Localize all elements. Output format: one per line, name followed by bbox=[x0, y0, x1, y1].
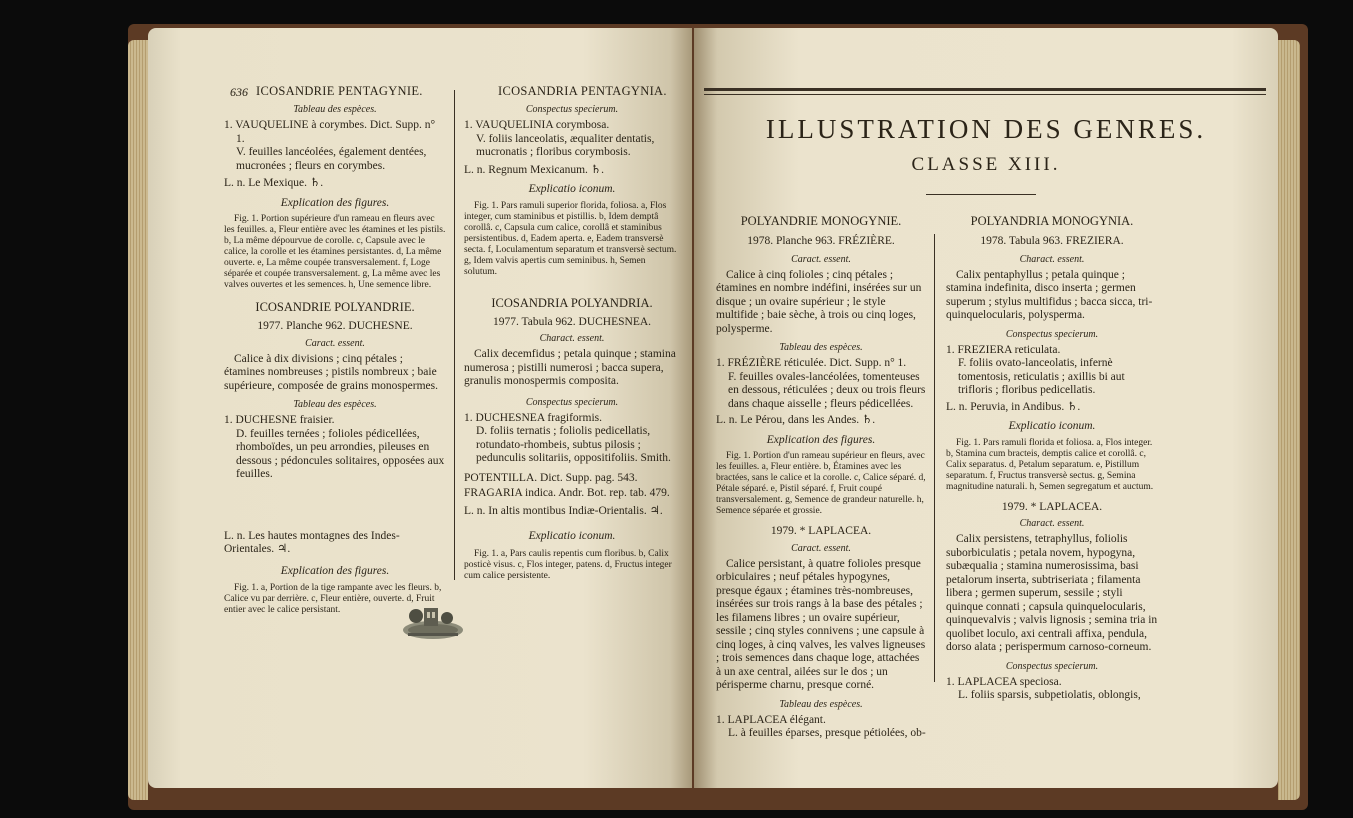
species-freziere: 1. FRÉZIÈRE réticulée. Dict. Supp. n° 1. F. feuilles ovales-lancéolées, tomenteuses en dessous, réticulées ; deux ou trois fleurs dans chaque aisselle ; fleurs pédicellées. bbox=[716, 357, 926, 410]
figure-caption-la-2: Fig. 1. a, Pars caulis repentis cum floribus. b, Calix posticè visus. c, Flos integer, patens. d, Fructus integer cum calice persistente. bbox=[464, 548, 672, 581]
vignette-illustration bbox=[402, 600, 464, 640]
species-vauqueline: 1. VAUQUELINE à corymbes. Dict. Supp. n° 1. V. feuilles lancéolées, également dentées, mucronées ; fleurs en corymbes. bbox=[224, 119, 436, 172]
caract-text-fr-2: Calice persistant, à quatre folioles presque orbiculaires ; neuf pétales hypogynes, presque égaux ; étamines très-nombreuses, insérées sur trois rangs à la base des pétales ; les filamens libres ; un ovaire supérieur, sessile ; cinq styles connivens ; une capsule à cinq loges, à cinq valves, les valves ligneuses ; trois semences dans chaque loge, attachées à un axe central, ailées sur le dos ; un périsperme charnu, presque corné. bbox=[716, 557, 926, 691]
conspectus-heading: Conspectus specierum. bbox=[525, 104, 619, 115]
charact-heading: Charact. essent. bbox=[539, 333, 605, 344]
caract-heading: Caract. essent. bbox=[305, 337, 365, 349]
right-page-edges bbox=[1278, 40, 1300, 800]
species-vauquelinia: 1. VAUQUELINIA corymbosa. V. foliis lanceolatis, æqualiter dentatis, mucronatis ; floribus corymbosis. bbox=[464, 119, 655, 158]
charact-text-right: Calix pentaphyllus ; petala quinque ; stamina indefinita, disco inserta ; germen superum ; stylus multifidus ; bacca sicca, tri-quinquelocularis, polysperma. bbox=[946, 268, 1153, 321]
tabula-heading-right: 1978. Tabula 963. FREZIERA. bbox=[980, 235, 1124, 247]
explication-heading-fr: Explication des figures. bbox=[766, 433, 876, 446]
planche-heading: 1977. Planche 962. DUCHESNE. bbox=[257, 320, 413, 332]
conspectus-heading-right-2: Conspectus specierum. bbox=[1005, 660, 1099, 672]
caract-text: Calice à dix divisions ; cinq pétales ; étamines nombreuses ; pistils nombreux ; baie supérieure, composée de grains monospermes. bbox=[224, 352, 438, 392]
conspectus-heading-2: Conspectus specierum. bbox=[525, 396, 619, 408]
explicatio-heading-2: Explicatio iconum. bbox=[528, 530, 616, 542]
charact-heading-right: Charact. essent. bbox=[1019, 253, 1085, 265]
caract-text-fr: Calice à cinq folioles ; cinq pétales ; étamines en nombre indéfini, insérées sur un disque ; un ovaire supérieur ; le style multifide ; baie sèche, à trois ou cinq loges, polysperme. bbox=[716, 268, 922, 335]
explication-heading-2: Explication des figures. bbox=[280, 564, 390, 577]
section-heading: ICOSANDRIE POLYANDRIE. bbox=[255, 300, 415, 314]
species-location-2: L. n. Les hautes montagnes des Indes-Orientales. ♃. bbox=[224, 529, 400, 555]
left-fr-column bbox=[224, 104, 446, 616]
species-location-fr: L. n. Le Pérou, dans les Andes. ♄. bbox=[716, 414, 876, 426]
species-duchesnea: 1. DUCHESNEA fragiformis. D. foliis ternatis ; foliolis pedicellatis, rotundato-rhombeis, subtus pilosis ; pedunculis solitariis, oppositifoliis. Smith. bbox=[464, 411, 671, 464]
planche-heading-fr: 1978. Planche 963. FRÉZIÈRE. bbox=[747, 235, 895, 247]
right-la-column bbox=[946, 214, 1158, 703]
right-page bbox=[694, 28, 1278, 788]
top-rule bbox=[704, 88, 1266, 91]
caract-heading-fr-2: Caract. essent. bbox=[791, 542, 851, 554]
top-rule-thin bbox=[704, 94, 1266, 95]
figure-caption-fr: Fig. 1. Portion d'un rameau supérieur en fleurs, avec les feuilles. a, Fleur entière. b, Étamines avec les bractées, sans le calice et la corolle. c, Calice séparé. d, Pétale séparé. e, Pistil séparé. f, Fruit coupé transversalement. g, Semence de grandeur naturelle. h, Semence séparée et grossie. bbox=[716, 451, 926, 516]
explication-heading: Explication des figures. bbox=[280, 196, 390, 209]
tableau-heading-fr: Tableau des espèces. bbox=[779, 342, 863, 353]
species-location-la: L. n. Regnum Mexicanum. ♄. bbox=[464, 163, 604, 176]
species-laplacea-fr: 1. LAPLACEA élégant. L. à feuilles éparses, presque pétiolées, ob- bbox=[716, 713, 926, 739]
species-location-la-2: L. n. In altis montibus Indiæ-Orientalis. ♃. bbox=[464, 504, 663, 517]
column-divider bbox=[454, 90, 455, 580]
right-fr-column bbox=[716, 214, 926, 741]
species-duchesne: 1. DUCHESNE fraisier. D. feuilles ternées ; folioles pédicellées, rhomboïdes, un peu arrondies, pileuses en dessous ; pédoncules solitaires, opposées aux feuilles. bbox=[224, 414, 445, 480]
explicatio-heading-right: Explicatio iconum. bbox=[1008, 420, 1096, 432]
charact-heading-right-2: Charact. essent. bbox=[1019, 518, 1085, 529]
species-location: L. n. Le Mexique. ♄. bbox=[224, 177, 324, 189]
left-page-edges bbox=[128, 40, 148, 800]
figure-caption-2: Fig. 1. a, Portion de la tige rampante avec les fleurs. b, Calice vu par derrière. c, Fleur entière, ouverte. d, Fruit entier avec le calice persistant. bbox=[224, 583, 442, 615]
explicatio-heading: Explicatio iconum. bbox=[528, 183, 616, 195]
tabula-heading: 1977. Tabula 962. DUCHESNEA. bbox=[492, 315, 652, 328]
short-rule bbox=[926, 194, 1036, 195]
charact-text: Calix decemfidus ; petala quinque ; stamina numerosa ; pistilli numerosi ; bacca supera, granulis monospermis composita. bbox=[464, 348, 676, 387]
laplacea-heading-right: 1979. * LAPLACEA. bbox=[1001, 500, 1103, 513]
laplacea-heading-fr: 1979. * LAPLACEA. bbox=[770, 525, 872, 537]
tableau-heading: Tableau des espèces. bbox=[293, 104, 377, 115]
running-head-la: ICOSANDRIA PENTAGYNIA. bbox=[498, 84, 667, 98]
figure-caption-right: Fig. 1. Pars ramuli florida et foliosa. a, Flos integer. b, Stamina cum bracteis, demptis calice et corollâ. c, Calix separatus. d, Petalum separatum. e, Pistillum separatum. f, Fructus transversè sectus. g, Semina magnitudine naturali. h, Semen segregatum et auctum. bbox=[946, 437, 1154, 492]
left-page bbox=[148, 28, 692, 788]
synonym-fragaria: FRAGARIA indica. Andr. Bot. rep. tab. 479. bbox=[464, 487, 670, 499]
species-location-right: L. n. Peruvia, in Andibus. ♄. bbox=[946, 400, 1081, 413]
left-la-column bbox=[464, 104, 680, 582]
tableau-heading-2: Tableau des espèces. bbox=[293, 399, 377, 410]
species-laplacea-la: 1. LAPLACEA speciosa. L. foliis sparsis, subpetiolatis, oblongis, bbox=[946, 675, 1141, 701]
classe-heading: CLASSE XIII. bbox=[911, 154, 1061, 175]
synonym-potentilla: POTENTILLA. Dict. Supp. pag. 543. bbox=[464, 471, 638, 484]
caract-heading-fr: Caract. essent. bbox=[791, 253, 851, 265]
charact-text-right-2: Calix persistens, tetraphyllus, foliolis suborbiculatis ; petala novem, hypogyna, subæqualia ; stamina numerosissima, basi petalorum inserta, subtriseriata ; filamenta libera ; germen superum, sessile ; styli quinque connati ; capsula quinquelocularis, quinquevalvis ; valvis lignosis ; semina tria in quolibet loculo, axi centrali affixa, pendula, dorso alata ; perispermum carnoso-corneum. bbox=[946, 533, 1158, 653]
figure-caption-la: Fig. 1. Pars ramuli superior florida, foliosa. a, Flos integer, cum staminibus et pistillis. b, Idem demptâ corollâ. c, Capsula cum calice, corollâ et staminibus persistentibus. d, Eadem aperta. e, Eadem transversè secta. f, Loculamentum separatum et transversè sectum. g, Idem valvis apertis cum seminibus. h, Semen solutum. bbox=[464, 200, 677, 277]
plate-title: ILLUSTRATION DES GENRES. bbox=[765, 114, 1207, 144]
species-freziera: 1. FREZIERA reticulata. F. foliis ovato-lanceolatis, infernè tomentosis, reticulatis ; axillis bi aut trifloris ; floribus pedicellatis. bbox=[946, 343, 1125, 396]
figure-caption: Fig. 1. Portion supérieure d'un rameau en fleurs avec les feuilles. a, Fleur entière avec les étamines et les pistils. b, La même dépourvue de corolle. c, Capsule avec le calice, la corolle et les étamines persistantes. d, La même ouverte. e, La même coupée transversalement. f, Loge séparée et coupée transversalement. g, La même avec les valves ouvertes et les semences. h, Une semence libre. bbox=[224, 214, 446, 290]
tableau-heading-fr-2: Tableau des espèces. bbox=[779, 698, 863, 710]
conspectus-heading-right: Conspectus specierum. bbox=[1005, 328, 1099, 340]
section-heading-la-right: POLYANDRIA MONOGYNIA. bbox=[970, 214, 1134, 228]
section-heading-fr: POLYANDRIE MONOGYNIE. bbox=[740, 214, 902, 228]
column-divider-right bbox=[934, 234, 935, 682]
page-number: 636 bbox=[230, 85, 248, 99]
section-heading-la: ICOSANDRIA POLYANDRIA. bbox=[491, 295, 653, 310]
running-head-fr: ICOSANDRIE PENTAGYNIE. bbox=[256, 84, 423, 98]
